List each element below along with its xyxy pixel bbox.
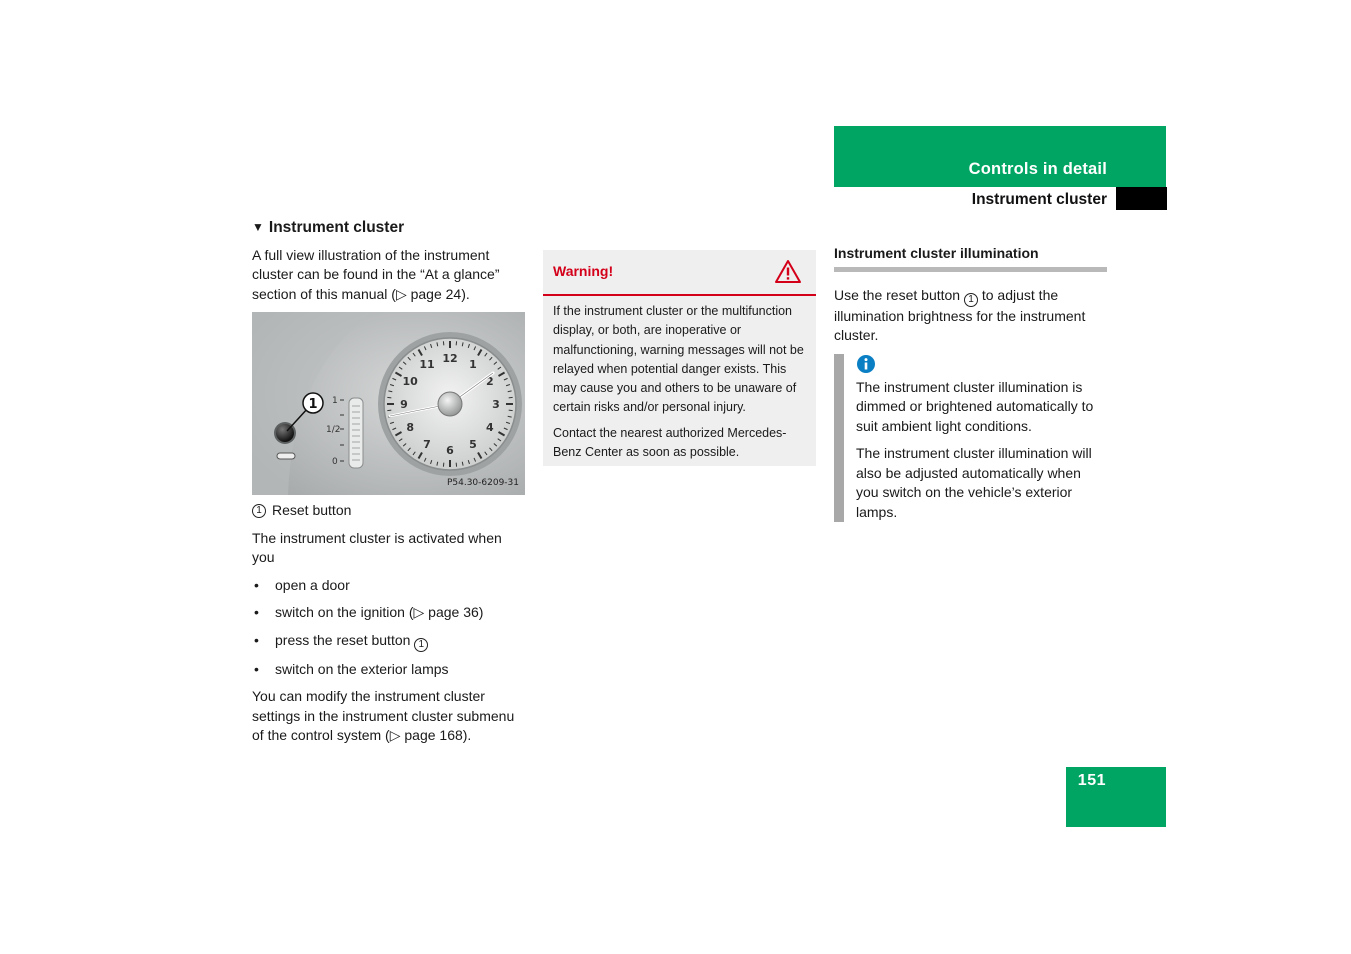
intro-paragraph: A full view illustration of the instrument cluster can be found in the “At a glance” section of this manual (▷ page 24). — [252, 246, 500, 302]
clock-numeral: 8 — [406, 421, 414, 434]
activation-intro: The instrument cluster is activated when you — [252, 529, 502, 565]
gauge-label-empty: 0 — [332, 457, 338, 467]
list-item: • switch on the ignition (▷ page 36) — [252, 603, 526, 623]
reset-button-number: 1 — [414, 638, 428, 652]
header-tab-marker — [1116, 187, 1167, 210]
list-item: • open a door — [252, 576, 526, 596]
info-icon — [856, 354, 876, 374]
clock-numeral: 9 — [400, 398, 408, 411]
figure-code: P54.30-6209-31 — [446, 477, 519, 488]
section-heading-text: Instrument cluster — [268, 219, 405, 236]
info-box — [834, 354, 1107, 523]
clock-numeral: 1 — [469, 358, 477, 372]
clock-numeral: 11 — [419, 358, 435, 372]
clock-numeral: 2 — [486, 375, 494, 388]
illumination-heading: Instrument cluster illumination — [834, 244, 1107, 272]
warning-header — [543, 250, 816, 296]
instrument-cluster-illustration — [252, 312, 525, 495]
clock-numeral: 6 — [446, 444, 454, 457]
gauge-label-half: 1/2 — [326, 425, 341, 435]
warning-label: Warning! — [553, 263, 614, 279]
gauge-label-full: 1 — [332, 396, 338, 406]
info-bar — [834, 354, 844, 522]
clock-numeral: 10 — [402, 375, 418, 388]
warning-triangle-icon — [774, 259, 802, 284]
warning-box — [543, 250, 816, 466]
text-run: to adjust the illumination brightness for the instrument cluster. — [834, 286, 1086, 343]
clock-numeral: 4 — [486, 421, 494, 434]
section-heading — [252, 218, 526, 238]
text-run: Use the reset button — [834, 286, 961, 303]
clock-numeral: 12 — [442, 352, 458, 365]
activation-list — [252, 576, 526, 680]
caption-text: Reset button — [272, 502, 352, 518]
callout-number: 1 — [308, 397, 318, 412]
clock-numeral: 7 — [423, 437, 431, 451]
info-paragraph: The instrument cluster illumination will also be adjusted automatically when you switch on the vehicle’s exterior lamps. — [856, 445, 1092, 520]
caption-number: 1 — [252, 504, 266, 518]
reset-button-number: 1 — [964, 293, 978, 307]
subsection-title: Instrument cluster — [971, 191, 1107, 208]
section-title: Controls in detail — [968, 160, 1107, 178]
illumination-paragraph — [834, 286, 1107, 346]
warning-body — [543, 296, 816, 462]
page-number: 151 — [1077, 772, 1106, 789]
warning-paragraph: If the instrument cluster or the multifunction display, or both, are inoperative or malfunctioning, warning messages will not be relayed when potential danger exists. This may cause you and others to be unaware of certain risks and/or personal injury. — [553, 304, 804, 415]
list-item — [252, 631, 526, 652]
list-item: • switch on the exterior lamps — [252, 660, 526, 680]
clock-numeral: 3 — [492, 398, 500, 411]
instrument-cluster-figure — [252, 312, 525, 495]
triangle-down-icon: ▼ — [252, 220, 264, 234]
list-item-text: press the reset button — [275, 631, 411, 648]
clock-numeral: 5 — [469, 437, 477, 451]
info-icon-wrap — [856, 354, 1107, 374]
column-right — [834, 244, 1107, 530]
modify-paragraph: You can modify the instrument cluster settings in the instrument cluster submenu of the control system (▷ page 168). — [252, 688, 515, 743]
figure-caption — [252, 501, 526, 521]
warning-paragraph: Contact the nearest authorized Mercedes-Benz Center as soon as possible. — [553, 425, 787, 460]
info-paragraph: The instrument cluster illumination is dimmed or brightened automatically to suit ambient light conditions. — [856, 378, 1094, 434]
column-left — [252, 218, 526, 754]
